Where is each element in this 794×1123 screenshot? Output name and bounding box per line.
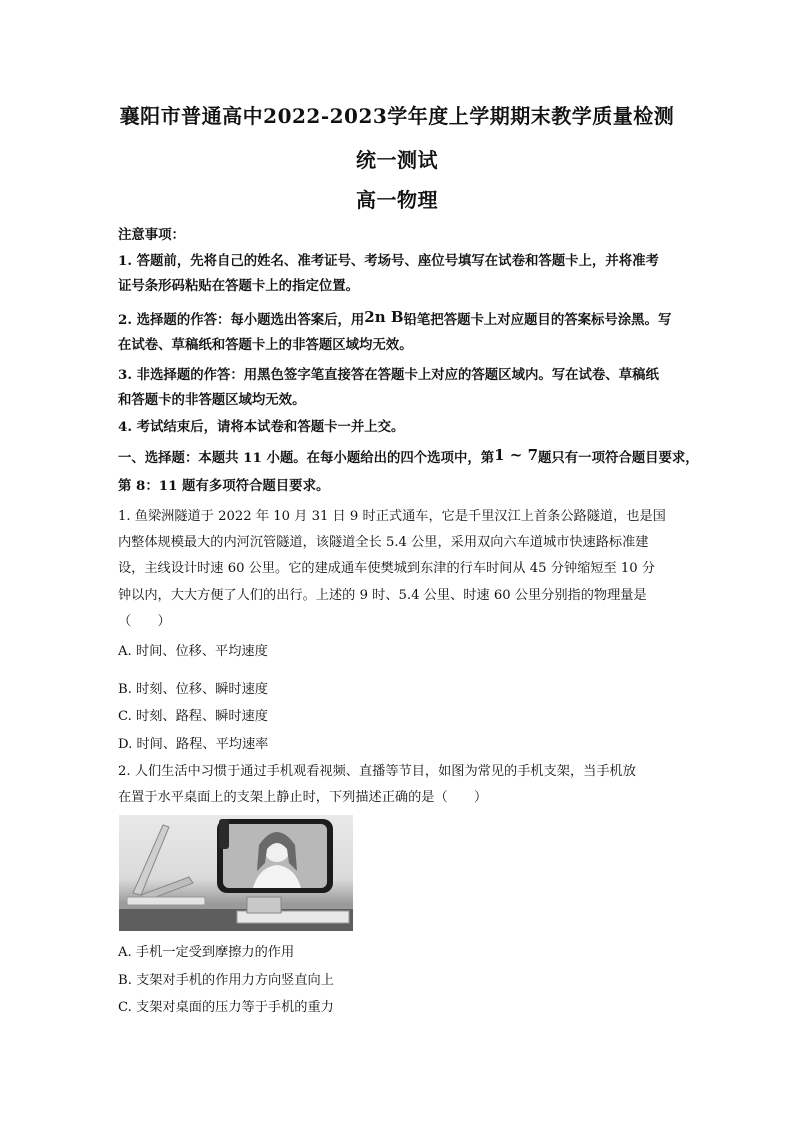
q1-option-c[interactable]: C. 时刻、路程、瞬时速度 xyxy=(118,709,268,724)
note-1-line-2: 证号条形码粘贴在答题卡上的指定位置。 xyxy=(118,278,360,294)
q1-line-5: （ ） xyxy=(118,614,171,629)
section-1-line-2: 第 8：11 题有多项符合题目要求。 xyxy=(118,478,330,494)
q2-option-a[interactable]: A. 手机一定受到摩擦力的作用 xyxy=(118,945,295,960)
q2-line-2: 在置于水平桌面上的支架上静止时，下列描述正确的是（ ） xyxy=(118,790,488,805)
q2-option-b[interactable]: B. 支架对手机的作用力方向竖直向上 xyxy=(118,973,334,988)
section-1-line-1 xyxy=(118,446,699,466)
q1-option-b[interactable]: B. 时刻、位移、瞬时速度 xyxy=(118,682,268,697)
q1-line-2: 内整体规模最大的内河沉管隧道，该隧道全长 5.4 公里，采用双向六车道城市快速路标准建 xyxy=(118,535,649,550)
question-range-formula: 1 ~ 7 xyxy=(494,446,539,464)
note-1-line-1: 1. 答题前，先将自己的姓名、准考证号、考场号、座位号填写在试卷和答题卡上，并将准考 xyxy=(118,253,659,269)
q2-option-c[interactable]: C. 支架对桌面的压力等于手机的重力 xyxy=(118,1000,334,1015)
subject-title: 高一物理 xyxy=(356,188,438,212)
notes-heading: 注意事项： xyxy=(118,227,185,243)
q1-line-3: 设，主线设计时速 60 公里。它的建成通车使樊城到东津的行车时间从 45 分钟缩短至 10 分 xyxy=(118,561,656,576)
q1-option-a[interactable]: A. 时间、位移、平均速度 xyxy=(118,644,268,659)
q2-line-1: 2. 人们生活中习惯于通过手机观看视频、直播等节目，如图为常见的手机支架，当手机放 xyxy=(118,764,636,779)
section-1-text-a: 一、选择题：本题共 11 小题。在每小题给出的四个选项中，第 xyxy=(118,450,495,466)
note-2-line-1 xyxy=(118,308,683,328)
q1-line-4: 钟以内，大大方便了人们的出行。上述的 9 时、5.4 公里、时速 60 公里分别指的物理量是 xyxy=(118,588,647,603)
section-1-text-b: 题只有一项符合题目要求， xyxy=(538,450,699,466)
note-2-line-2: 在试卷、草稿纸和答题卡上的非答题区域均无效。 xyxy=(118,337,413,353)
exam-title-line2: 统一测试 xyxy=(356,148,438,172)
note-3-line-1: 3. 非选择题的作答：用黑色签字笔直接答在答题卡上对应的答题区域内。写在试卷、草稿纸 xyxy=(118,367,659,383)
note-3-line-2: 和答题卡的非答题区域均无效。 xyxy=(118,392,306,408)
phone-stand-illustration xyxy=(119,815,353,931)
note-2-text-a: 2. 选择题的作答：每小题选出答案后，用 xyxy=(118,312,365,328)
pencil-grade-formula: 2n B xyxy=(364,308,404,326)
q1-line-1: 1. 鱼梁洲隧道于 2022 年 10 月 31 日 9 时正式通车，它是千里汉江上首条公路隧道，也是国 xyxy=(118,509,666,524)
note-2-text-b: 铅笔把答题卡上对应题目的答案标号涂黑。写 xyxy=(403,312,672,328)
phone-stand-photo xyxy=(119,815,353,931)
q1-option-d[interactable]: D. 时间、路程、平均速率 xyxy=(118,737,269,752)
note-4: 4. 考试结束后，请将本试卷和答题卡一并上交。 xyxy=(118,419,405,435)
exam-title-line1: 襄阳市普通高中2022-2023学年度上学期期末教学质量检测 xyxy=(119,104,675,128)
